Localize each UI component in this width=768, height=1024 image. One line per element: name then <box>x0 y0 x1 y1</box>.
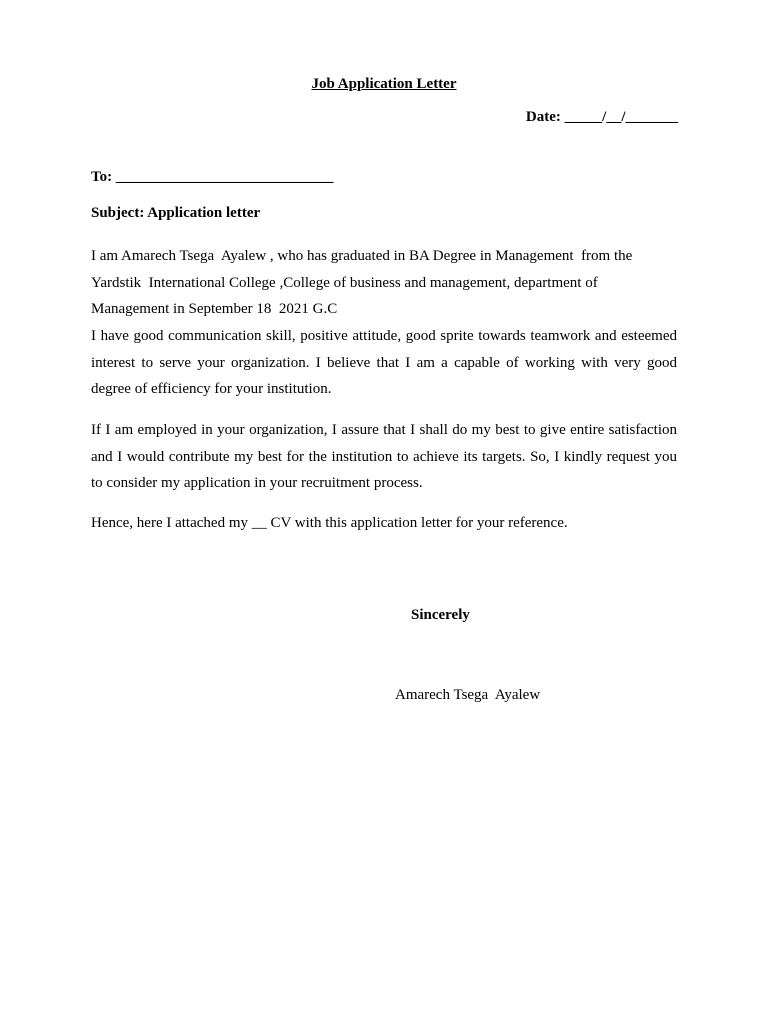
commitment-paragraph: If I am employed in your organization, I assure that I shall do my best to give entire satisfaction and I would contribute my best for the institution to achieve its targets. So, I kindly request you to consider my application in your recruitment process. <box>91 422 677 492</box>
closing-text: Sincerely <box>411 607 470 623</box>
date-line: Date: _____/__/_______ <box>525 109 678 125</box>
intro-line-2: Yardstik International College ,College of business and management, department of <box>91 274 598 291</box>
skills-paragraph: I have good communication skill, positive attitude, good sprite towards teamwork and esteemed interest to serve your organization. I believe that I am a capable of working with very good degree of efficiency for your institution. <box>91 328 677 398</box>
intro-line-3: Management in September 18 2021 G.C <box>91 301 338 318</box>
intro-paragraph <box>91 243 677 323</box>
subject-line: Subject: Application letter <box>91 205 261 221</box>
recipient-line: To: _____________________________ <box>91 169 334 185</box>
attachment-paragraph: Hence, here I attached my __ CV with this application letter for your reference. <box>91 515 568 531</box>
signature-name: Amarech Tsega Ayalew <box>395 687 541 703</box>
letter-title: Job Application Letter <box>311 76 457 92</box>
intro-line-1: I am Amarech Tsega Ayalew , who has graduated in BA Degree in Management from the <box>91 248 633 264</box>
